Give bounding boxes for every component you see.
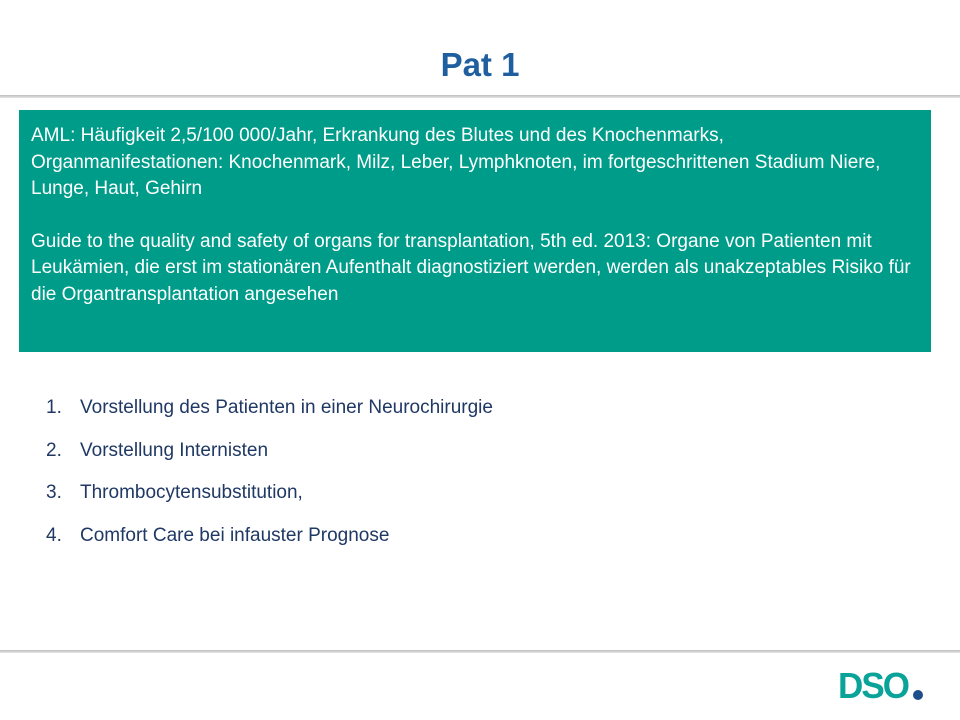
bottom-divider	[0, 650, 960, 653]
info-box	[19, 110, 931, 352]
list-item	[46, 482, 493, 504]
logo-dot	[913, 690, 923, 700]
list-item-number: 3.	[46, 482, 62, 503]
list-item-text: Thrombocytensubstitution,	[80, 482, 303, 503]
info-paragraph-guide: Guide to the quality and safety of organs for transplantation, 5th ed. 2013: Organe von Patienten mit Leukämien, die erst im stationären Aufenthalt diagnostiziert werden, werden als unakzeptables Risiko für die Organtransplantation angesehen	[31, 230, 911, 305]
list-item-text: Vorstellung des Patienten in einer Neurochirurgie	[80, 397, 493, 418]
list-item-number: 2.	[46, 439, 62, 461]
top-divider	[0, 95, 960, 98]
list-item-number: 1.	[46, 397, 62, 418]
dso-logo	[838, 665, 924, 703]
list-item-text: Vorstellung Internisten	[80, 439, 269, 461]
list-item	[46, 397, 493, 419]
logo-wordmark: DSO	[838, 665, 909, 703]
list-item-text: Comfort Care bei infauster Prognose	[80, 524, 390, 546]
list-item	[46, 525, 493, 547]
steps-list	[46, 397, 493, 567]
slide-title: Pat 1	[440, 46, 520, 83]
list-item	[46, 440, 493, 462]
info-paragraph-aml: AML: Häufigkeit 2,5/100 000/Jahr, Erkrankung des Blutes und des Knochenmarks, Organmanifestationen: Knochenmark, Milz, Leber, Lymphknoten, im fortgeschrittenen Stadium Niere, Lunge, Haut, Gehirn	[31, 125, 881, 199]
list-item-number: 4.	[46, 524, 62, 546]
